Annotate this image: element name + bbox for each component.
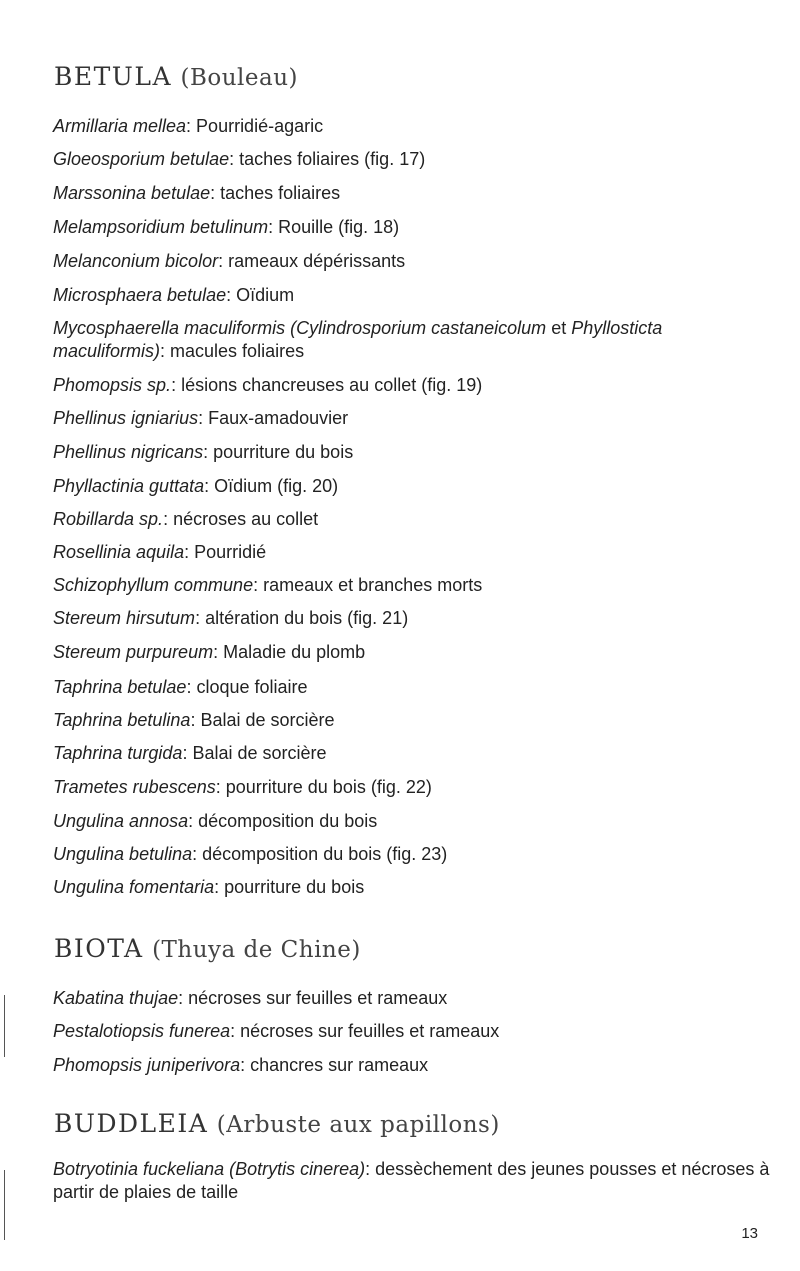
separator: :	[184, 542, 195, 562]
separator: :	[182, 743, 193, 763]
species-name: Stereum purpureum	[53, 642, 214, 662]
species-name: Melanconium bicolor	[53, 251, 219, 271]
species-name: Rosellinia aquila	[53, 542, 185, 562]
common-name: (Arbuste aux papillons)	[216, 1112, 500, 1138]
symptom-description: rameaux dépérissants	[228, 251, 406, 271]
symptom-description: Faux-amadouvier	[208, 408, 349, 428]
symptom-description: décomposition du bois (fig. 23)	[202, 844, 448, 864]
disease-entry	[53, 508, 770, 531]
species-name: Phomopsis sp.	[53, 375, 172, 395]
symptom-description: altération du bois (fig. 21)	[205, 608, 409, 628]
disease-entry	[53, 284, 770, 307]
disease-entry	[53, 709, 770, 732]
symptom-description: taches foliaires (fig. 17)	[239, 149, 426, 169]
symptom-description: pourriture du bois	[224, 877, 365, 897]
separator: :	[203, 442, 214, 462]
separator: :	[186, 677, 197, 697]
separator: :	[198, 408, 209, 428]
section-heading-buddleia	[54, 1109, 500, 1138]
disease-entry	[53, 1158, 770, 1204]
species-name: Phomopsis juniperivora	[53, 1055, 241, 1075]
symptom-description: Maladie du plomb	[223, 642, 366, 662]
separator: :	[190, 710, 201, 730]
separator: :	[229, 149, 240, 169]
separator: :	[268, 217, 279, 237]
genus-name: BIOTA	[54, 934, 144, 963]
separator: :	[218, 251, 229, 271]
separator: :	[163, 509, 174, 529]
species-name: Ungulina annosa	[53, 811, 189, 831]
species-name: Taphrina betulae	[53, 677, 187, 697]
disease-entry	[53, 374, 770, 397]
species-name: Phellinus igniarius	[53, 408, 199, 428]
synonym-name: Phyllosticta maculiformis)	[53, 318, 663, 361]
disease-entry	[53, 250, 770, 273]
species-name: Trametes rubescens	[53, 777, 216, 797]
species-name: Taphrina turgida	[53, 743, 183, 763]
disease-entry	[53, 1054, 770, 1077]
symptom-description: Oïdium	[236, 285, 295, 305]
species-name: Robillarda sp.	[53, 509, 164, 529]
page-number: 13	[741, 1225, 758, 1242]
symptom-description: rameaux et branches morts	[263, 575, 483, 595]
species-name: Mycosphaerella maculiformis	[53, 318, 286, 338]
species-name: Stereum hirsutum	[53, 608, 196, 628]
symptom-description: taches foliaires	[220, 183, 341, 203]
section-heading-betula	[54, 62, 298, 91]
common-name: (Bouleau)	[180, 65, 298, 91]
separator: :	[215, 777, 226, 797]
disease-entry	[53, 742, 770, 765]
disease-entry	[53, 115, 770, 138]
disease-entry	[53, 475, 770, 498]
scan-margin-line	[4, 1170, 5, 1240]
species-name: Phellinus nigricans	[53, 442, 204, 462]
species-name: Botryotinia fuckeliana (Botrytis cinerea)	[53, 1159, 366, 1179]
separator: :	[240, 1055, 251, 1075]
disease-entry	[53, 574, 770, 597]
disease-entry	[53, 182, 770, 205]
symptom-description: dessèchement des jeunes pousses et nécroses à partir de plaies de taille	[53, 1159, 770, 1202]
separator: :	[213, 642, 224, 662]
symptom-description: Balai de sorcière	[200, 710, 335, 730]
disease-entry	[53, 216, 770, 239]
separator: :	[365, 1159, 376, 1179]
species-name: Armillaria mellea	[53, 116, 187, 136]
species-name: Ungulina betulina	[53, 844, 193, 864]
conjunction: et	[546, 318, 572, 338]
disease-entry	[53, 1020, 770, 1043]
symptom-description: nécroses sur feuilles et rameaux	[240, 1021, 500, 1041]
species-name: Ungulina fomentaria	[53, 877, 215, 897]
separator: :	[230, 1021, 241, 1041]
synonym-name: (Cylindrosporium castaneicolum	[285, 318, 547, 338]
species-name: Pestalotiopsis funerea	[53, 1021, 231, 1041]
symptom-description: lésions chancreuses au collet (fig. 19)	[181, 375, 483, 395]
disease-entry	[53, 641, 770, 664]
disease-entry	[53, 776, 770, 799]
separator: :	[214, 877, 225, 897]
disease-entry	[53, 843, 770, 866]
disease-entry	[53, 317, 770, 363]
symptom-description: cloque foliaire	[196, 677, 308, 697]
disease-entry	[53, 676, 770, 699]
separator: :	[204, 476, 215, 496]
disease-entry	[53, 987, 770, 1010]
species-name: Melampsoridium betulinum	[53, 217, 269, 237]
symptom-description: Pourridié	[194, 542, 267, 562]
symptom-description: nécroses sur feuilles et rameaux	[188, 988, 448, 1008]
separator: :	[160, 341, 171, 361]
disease-entry	[53, 407, 770, 430]
symptom-description: Pourridié-agaric	[196, 116, 324, 136]
symptom-description: nécroses au collet	[173, 509, 319, 529]
symptom-description: chancres sur rameaux	[250, 1055, 429, 1075]
symptom-description: Rouille (fig. 18)	[278, 217, 400, 237]
disease-entry	[53, 810, 770, 833]
scan-margin-line	[4, 995, 5, 1057]
separator: :	[210, 183, 221, 203]
species-name: Microsphaera betulae	[53, 285, 227, 305]
symptom-description: pourriture du bois	[213, 442, 354, 462]
symptom-description: décomposition du bois	[198, 811, 378, 831]
separator: :	[195, 608, 206, 628]
disease-entry	[53, 441, 770, 464]
disease-entry	[53, 148, 770, 171]
species-name: Phyllactinia guttata	[53, 476, 205, 496]
disease-entry	[53, 876, 770, 899]
species-name: Kabatina thujae	[53, 988, 179, 1008]
disease-entry	[53, 541, 770, 564]
separator: :	[186, 116, 197, 136]
section-heading-biota	[54, 934, 361, 963]
separator: :	[226, 285, 237, 305]
symptom-description: macules foliaires	[170, 341, 305, 361]
species-name: Schizophyllum commune	[53, 575, 254, 595]
species-name: Gloeosporium betulae	[53, 149, 230, 169]
separator: :	[192, 844, 203, 864]
disease-entry	[53, 607, 770, 630]
separator: :	[171, 375, 182, 395]
symptom-description: Balai de sorcière	[192, 743, 327, 763]
separator: :	[253, 575, 264, 595]
symptom-description: Oïdium (fig. 20)	[214, 476, 339, 496]
genus-name: BUDDLEIA	[54, 1109, 209, 1138]
species-name: Taphrina betulina	[53, 710, 191, 730]
separator: :	[188, 811, 199, 831]
species-name: Marssonina betulae	[53, 183, 211, 203]
separator: :	[178, 988, 189, 1008]
genus-name: BETULA	[54, 62, 173, 91]
common-name: (Thuya de Chine)	[152, 937, 361, 963]
symptom-description: pourriture du bois (fig. 22)	[225, 777, 432, 797]
